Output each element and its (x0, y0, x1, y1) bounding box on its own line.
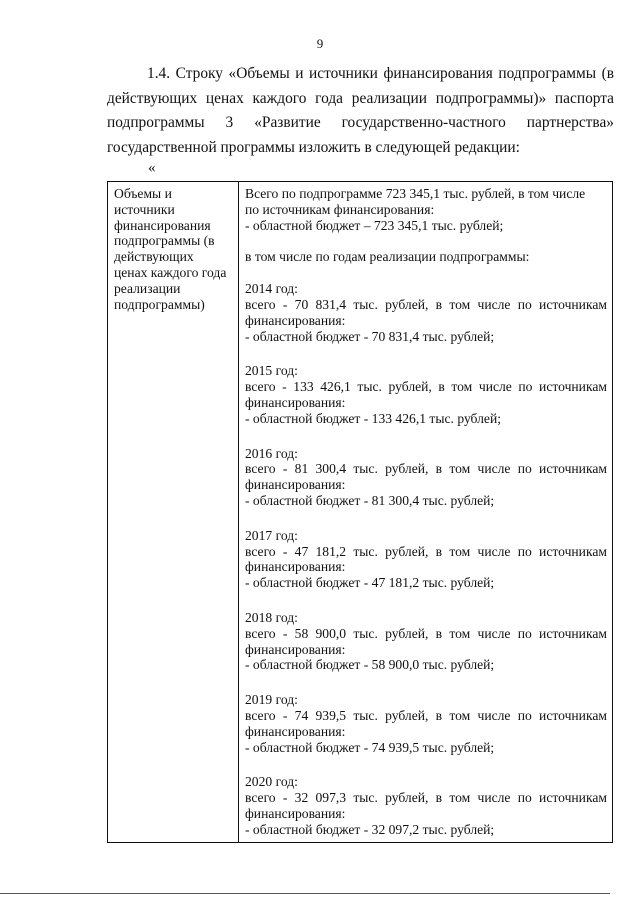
year-block (245, 774, 607, 837)
row-label-line: подпрограммы) (114, 296, 205, 312)
row-label-line: реализации (114, 280, 181, 296)
year-sources: финансирования: (245, 312, 346, 328)
row-label-cell (114, 186, 236, 312)
footer-rule (0, 893, 610, 894)
funding-table (107, 181, 613, 843)
year-sources: финансирования: (245, 477, 346, 493)
row-label-line: источники (114, 201, 175, 217)
year-block (245, 528, 607, 591)
year-budget: - областной бюджет - 133 426,1 тыс. рублей; (245, 410, 502, 426)
year-sources: финансирования: (245, 723, 346, 739)
year-budget: - областной бюджет - 70 831,4 тыс. рублей; (245, 328, 495, 344)
column-divider (238, 182, 239, 842)
year-block (245, 281, 607, 344)
year-label: 2015 год: (245, 363, 298, 379)
year-block (245, 610, 607, 673)
row-label-line: Объемы и (114, 186, 172, 201)
row-value-cell (245, 186, 607, 838)
year-block (245, 363, 607, 426)
year-budget: - областной бюджет - 47 181,2 тыс. рублей; (245, 575, 495, 591)
page-number: 9 (316, 36, 324, 51)
year-total: всего - 81 300,4 тыс. рублей, в том числе по источникам (245, 461, 607, 477)
year-label: 2017 год: (245, 527, 298, 543)
year-label: 2019 год: (245, 692, 298, 708)
year-block (245, 692, 607, 755)
year-sources: финансирования: (245, 805, 346, 821)
row-label-line: ценах каждого года (114, 264, 227, 280)
years-list (245, 281, 607, 837)
row-label-line: подпрограммы (в (114, 233, 215, 249)
year-budget: - областной бюджет - 74 939,5 тыс. рублей; (245, 739, 495, 755)
year-total: всего - 47 181,2 тыс. рублей, в том числе по источникам (245, 543, 607, 559)
year-label: 2014 год: (245, 281, 298, 297)
year-total: всего - 58 900,0 тыс. рублей, в том числе по источникам (245, 625, 607, 641)
opening-quote: « (148, 160, 156, 176)
total-budget-line: - областной бюджет – 723 345,1 тыс. рублей; (245, 217, 504, 233)
year-sources: финансирования: (245, 641, 346, 657)
year-sources: финансирования: (245, 394, 346, 410)
year-label: 2018 год: (245, 609, 298, 625)
year-label: 2020 год: (245, 774, 298, 790)
row-label-line: действующих (114, 249, 194, 265)
year-total: всего - 70 831,4 тыс. рублей, в том числе по источникам (245, 296, 607, 312)
intro-line-4: государственной программы изложить в следующей редакции: (107, 138, 520, 156)
year-budget: - областной бюджет - 32 097,2 тыс. рублей; (245, 821, 495, 837)
year-total: всего - 74 939,5 тыс. рублей, в том числе по источникам (245, 707, 607, 723)
year-budget: - областной бюджет - 58 900,0 тыс. рублей; (245, 657, 495, 673)
intro-line-2: действующих ценах каждого года реализации подпрограммы)» паспорта (107, 89, 614, 107)
year-label: 2016 год: (245, 445, 298, 461)
by-years-label: в том числе по годам реализации подпрограммы: (245, 249, 530, 265)
total-line: Всего по подпрограмме 723 345,1 тыс. рублей, в том числе (245, 186, 586, 201)
row-label-line: финансирования (114, 217, 211, 233)
intro-line-3: подпрограммы 3 «Развитие государственно-частного партнерства» (107, 114, 614, 132)
year-budget: - областной бюджет - 81 300,4 тыс. рублей; (245, 492, 495, 508)
intro-paragraph (107, 62, 614, 160)
total-sources-line: по источникам финансирования: (245, 201, 435, 217)
year-block (245, 446, 607, 509)
year-total: всего - 32 097,3 тыс. рублей, в том числе по источникам (245, 790, 607, 806)
year-sources: финансирования: (245, 559, 346, 575)
intro-line-1: 1.4. Строку «Объемы и источники финансирования подпрограммы (в (147, 65, 614, 82)
year-total: всего - 133 426,1 тыс. рублей, в том числе по источникам (245, 379, 607, 395)
